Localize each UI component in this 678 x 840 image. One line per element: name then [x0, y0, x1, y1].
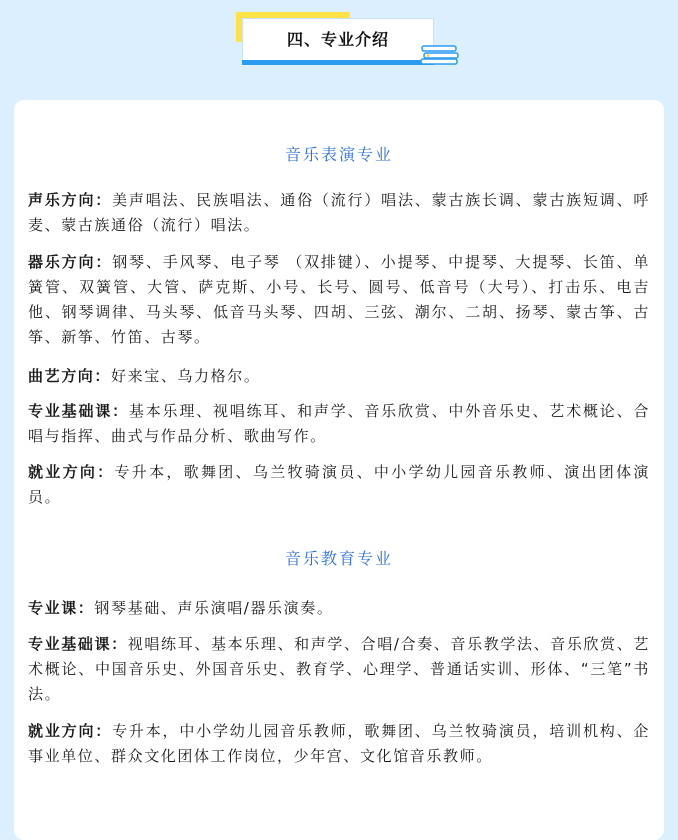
- list-item: 器乐方向：钢琴、手风琴、电子琴 （双排键）、小提琴、中提琴、大提琴、长笛、单簧管、双簧管、大管、萨克斯、小号、长号、圆号、低音号（大号）、打击乐、电吉他、钢琴调律、马头琴、低音马头琴、四胡、三弦、潮尔、二胡、扬琴、蒙古筝、古筝、新筝、竹笛、古琴。: [28, 253, 650, 346]
- list-item: 声乐方向：美声唱法、民族唱法、通俗（流行）唱法、蒙古族长调、蒙古族短调、呼麦、蒙古族通俗（流行）唱法。: [28, 191, 650, 234]
- section-title-performance: 音乐表演专业: [14, 142, 664, 165]
- list-item: 曲艺方向：好来宝、乌力格尔。: [28, 367, 261, 385]
- books-icon: [420, 44, 460, 66]
- section-header: [0, 0, 678, 90]
- list-item: 专业基础课：基本乐理、视唱练耳、和声学、音乐欣赏、中外音乐史、艺术概论、合唱与指挥、曲式与作品分析、歌曲写作。: [28, 402, 650, 445]
- list-item: 就业方向：专升本，中小学幼儿园音乐教师，歌舞团、乌兰牧骑演员，培训机构、企事业单位、群众文化团体工作岗位，少年宫、文化馆音乐教师。: [28, 722, 650, 765]
- section-title-education: 音乐教育专业: [14, 546, 664, 569]
- content-card: [14, 100, 664, 840]
- page-title: 四、专业介绍: [286, 30, 389, 49]
- list-item: 就业方向：专升本，歌舞团、乌兰牧骑演员、中小学幼儿园音乐教师、演出团体演员。: [28, 463, 650, 506]
- list-item: 专业基础课：视唱练耳、基本乐理、和声学、合唱/合奏、音乐教学法、音乐欣赏、艺术概论、中国音乐史、外国音乐史、教育学、心理学、普通话实训、形体、“三笔”书法。: [28, 635, 650, 703]
- list-item: 专业课：钢琴基础、声乐演唱/器乐演奏。: [28, 599, 334, 617]
